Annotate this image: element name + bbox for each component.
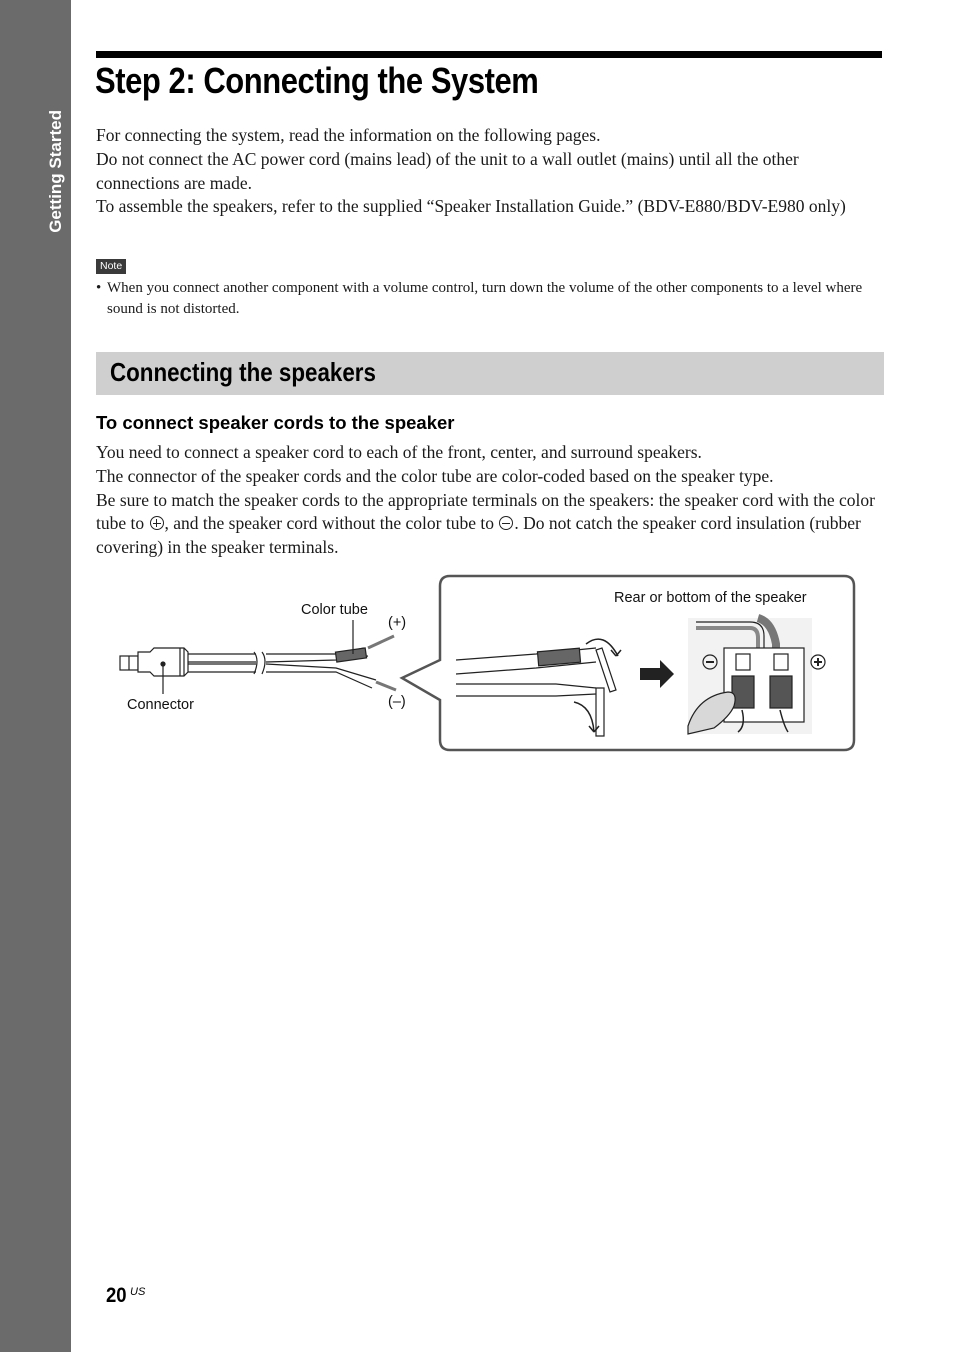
minus-terminal-icon	[499, 516, 513, 530]
rear-speaker-label: Rear or bottom of the speaker	[614, 590, 807, 606]
body-paragraph: You need to connect a speaker cord to each of the front, center, and surround speakers.	[96, 442, 702, 462]
body-paragraph	[96, 489, 886, 560]
side-tab-label: Getting Started	[46, 110, 65, 233]
body-text-part: , and the speaker cord without the color tube to	[164, 513, 499, 534]
body-paragraph: The connector of the speaker cords and the color tube are color-coded based on the speaker type.	[96, 465, 774, 486]
page-title: Step 2: Connecting the System	[95, 60, 539, 101]
intro-paragraph: To assemble the speakers, refer to the supplied “Speaker Installation Guide.” (BDV-E880/BDV-E980 only)	[96, 196, 846, 217]
connector-label: Connector	[127, 697, 194, 713]
intro-paragraph: For connecting the system, read the information on the following pages.	[96, 125, 601, 145]
plus-terminal-icon	[150, 516, 164, 530]
section-header	[96, 352, 884, 395]
intro-text	[96, 124, 886, 219]
section-body	[96, 441, 886, 560]
page-number-suffix: US	[130, 1286, 146, 1298]
section-title: Connecting the speakers	[110, 357, 376, 387]
speaker-cord-drawing	[120, 620, 396, 694]
speaker-connection-figure	[96, 572, 866, 757]
page-number: 20	[106, 1284, 127, 1307]
note-text: When you connect another component with a volume control, turn down the volume of the other components to a level where sound is not distorted.	[107, 280, 863, 317]
body-text-part: . Do not catch the speaker cord insulation (rubber covering) in the speaker terminals.	[96, 513, 861, 558]
note-item	[96, 278, 886, 320]
note-bullet: •	[96, 280, 102, 296]
color-tube-label: Color tube	[301, 602, 368, 618]
plus-label: (+)	[388, 615, 407, 631]
side-tab	[0, 0, 71, 1352]
minus-label: (–)	[388, 694, 406, 710]
body-text-part: Be sure to match the speaker cords to the appropriate terminals on the speakers: the speaker cord with the color tube to	[96, 489, 875, 534]
intro-paragraph: Do not connect the AC power cord (mains lead) of the unit to a wall outlet (mains) until all the other connections are made.	[96, 148, 799, 193]
note-badge: Note	[96, 259, 126, 274]
speaker-terminal-drawing	[688, 618, 825, 734]
title-rule	[96, 51, 882, 58]
sub-heading: To connect speaker cords to the speaker	[96, 412, 455, 433]
